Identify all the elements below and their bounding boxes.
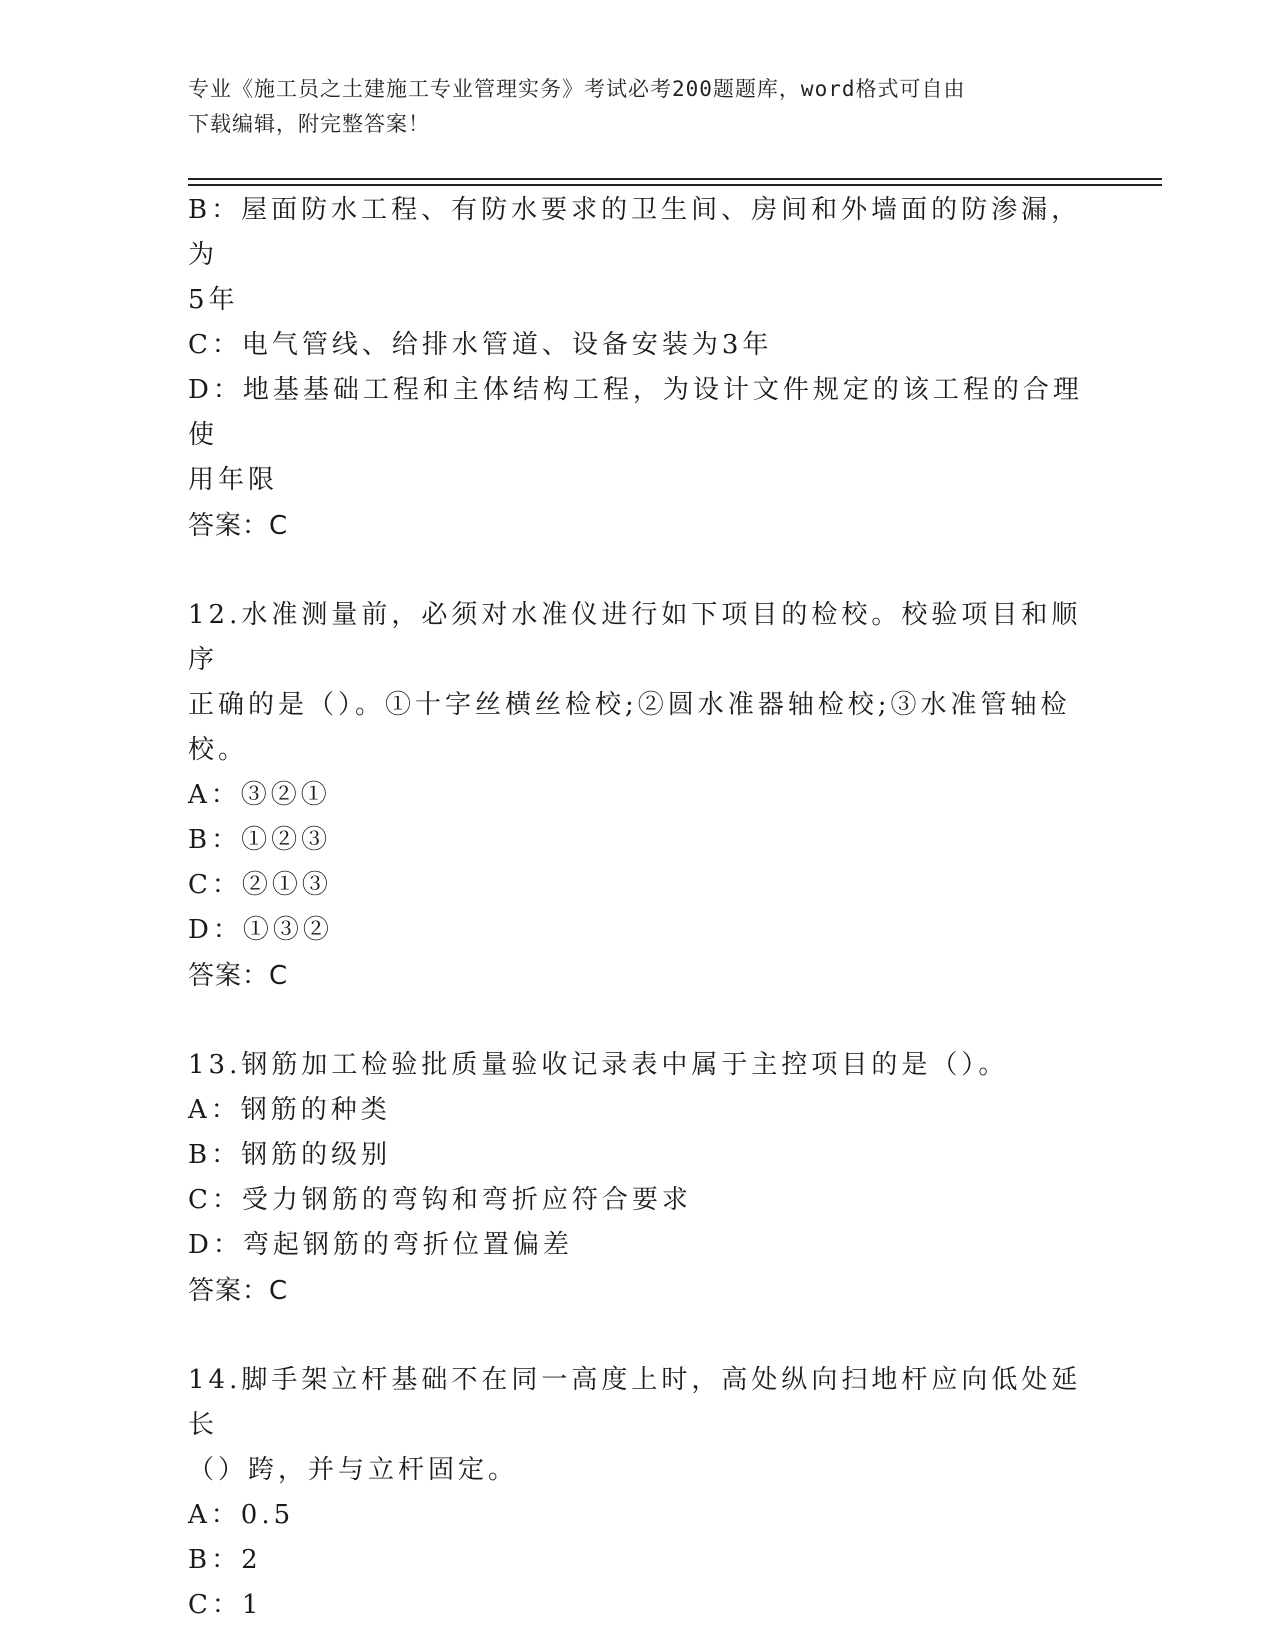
option-a: A：0.5: [188, 1500, 295, 1530]
option-b: B：2: [188, 1545, 262, 1575]
option-d: D：地基基础工程和主体结构工程，为设计文件规定的该工程的合理使: [188, 375, 1083, 450]
option-a: A：③②①: [188, 780, 331, 810]
question-11: [188, 188, 1088, 549]
question-stem-continued: 校。: [188, 735, 249, 765]
option-b: B：屋面防水工程、有防水要求的卫生间、房间和外墙面的防渗漏，为: [188, 195, 1082, 270]
answer: 答案：C: [188, 961, 289, 991]
question-stem: 12.水准测量前，必须对水准仪进行如下项目的检校。校验项目和顺序: [188, 600, 1082, 675]
question-stem: 14.脚手架立杆基础不在同一高度上时，高处纵向扫地杆应向低处延长: [188, 1365, 1082, 1440]
option-b: B：钢筋的级别: [188, 1140, 392, 1170]
question-stem-continued: 正确的是（）。①十字丝横丝检校;②圆水准器轴检校;③水准管轴检: [188, 690, 1071, 720]
question-12: [188, 593, 1088, 999]
option-b-continued: 5年: [188, 285, 239, 315]
option-c: C：受力钢筋的弯钩和弯折应符合要求: [188, 1185, 692, 1215]
option-c: C：电气管线、给排水管道、设备安装为3年: [188, 330, 773, 360]
question-stem-continued: （）跨，并与立杆固定。: [188, 1455, 519, 1485]
document-header: [188, 72, 1068, 142]
question-gap: [188, 1314, 1088, 1358]
header-line-1: 专业《施工员之土建施工专业管理实务》考试必考200题题库，word格式可自由: [188, 77, 966, 101]
option-d: D：①③②: [188, 915, 333, 945]
option-d: D：弯起钢筋的弯折位置偏差: [188, 1230, 573, 1260]
question-content: [188, 188, 1088, 1628]
header-divider-bottom: [188, 184, 1162, 186]
header-line-2: 下载编辑，附完整答案！: [188, 112, 430, 136]
header-divider-top: [188, 178, 1162, 180]
answer: 答案：C: [188, 1276, 289, 1306]
option-c: C：1: [188, 1590, 263, 1620]
question-gap: [188, 999, 1088, 1043]
question-14: [188, 1358, 1088, 1628]
option-b: B：①②③: [188, 825, 332, 855]
option-c: C：②①③: [188, 870, 332, 900]
question-gap: [188, 549, 1088, 593]
question-stem: 13.钢筋加工检验批质量验收记录表中属于主控项目的是（）。: [188, 1050, 1009, 1080]
answer: 答案：C: [188, 511, 289, 541]
option-d-continued: 用年限: [188, 465, 279, 495]
option-a: A：钢筋的种类: [188, 1095, 391, 1125]
question-13: [188, 1043, 1088, 1314]
